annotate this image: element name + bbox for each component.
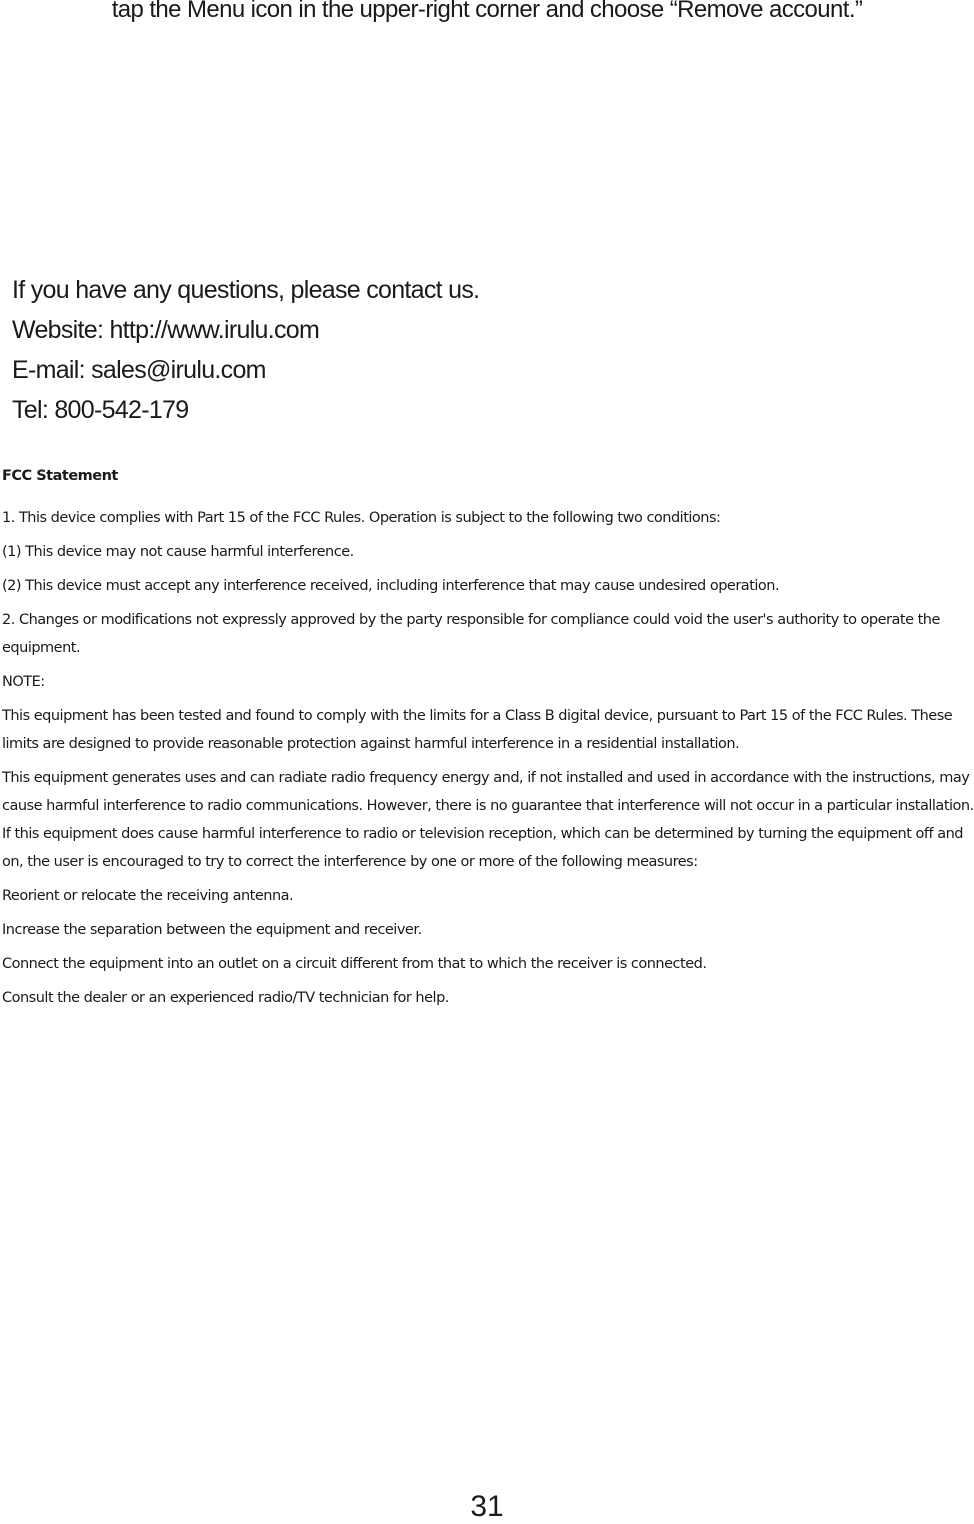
measure-item: Consult the dealer or an experienced radio/TV technician for help. (2, 990, 449, 1006)
page-number: 31 (470, 1490, 504, 1523)
fcc-item-2: 2. Changes or modifications not expressly approved by the party responsible for compliance could void the user's authority to operate the equipment. (2, 612, 940, 656)
fcc-title: FCC Statement (2, 468, 118, 484)
measure-item: Reorient or relocate the receiving antenna. (2, 888, 294, 904)
fcc-item-1: 1. This device complies with Part 15 of the FCC Rules. Operation is subject to the following two conditions: (2, 510, 721, 526)
top-instruction: tap the Menu icon in the upper-right corner and choose “Remove account.” (111, 0, 863, 23)
measure-item: Connect the equipment into an outlet on a circuit different from that to which the receiver is connected. (2, 956, 707, 972)
note-paragraph-2: This equipment generates uses and can radiate radio frequency energy and, if not installed and used in accordance with the instructions, may cause harmful interference to radio communications. However, there is no guarantee that interference will not occur in a particular installation. If this equipment does cause harmful interference to radio or television reception, which can be determined by turning the equipment off and on, the user is encouraged to try to correct the interference by one or more of the following measures: (2, 770, 974, 870)
fcc-statement (2, 462, 974, 1018)
contact-intro: If you have any questions, please contact us. (12, 276, 480, 304)
measure-item: Increase the separation between the equipment and receiver. (2, 922, 422, 938)
contact-website: Website: http://www.irulu.com (12, 316, 320, 344)
fcc-condition-1: (1) This device may not cause harmful interference. (2, 544, 354, 560)
contact-block (12, 270, 479, 430)
fcc-condition-2: (2) This device must accept any interference received, including interference that may cause undesired operation. (2, 578, 780, 594)
note-label: NOTE: (2, 674, 45, 690)
contact-email: E-mail: sales@irulu.com (12, 356, 266, 384)
contact-tel: Tel: 800-542-179 (12, 396, 189, 424)
note-paragraph-1: This equipment has been tested and found to comply with the limits for a Class B digital device, pursuant to Part 15 of the FCC Rules. These limits are designed to provide reasonable protection against harmful interference in a residential installation. (2, 708, 953, 752)
